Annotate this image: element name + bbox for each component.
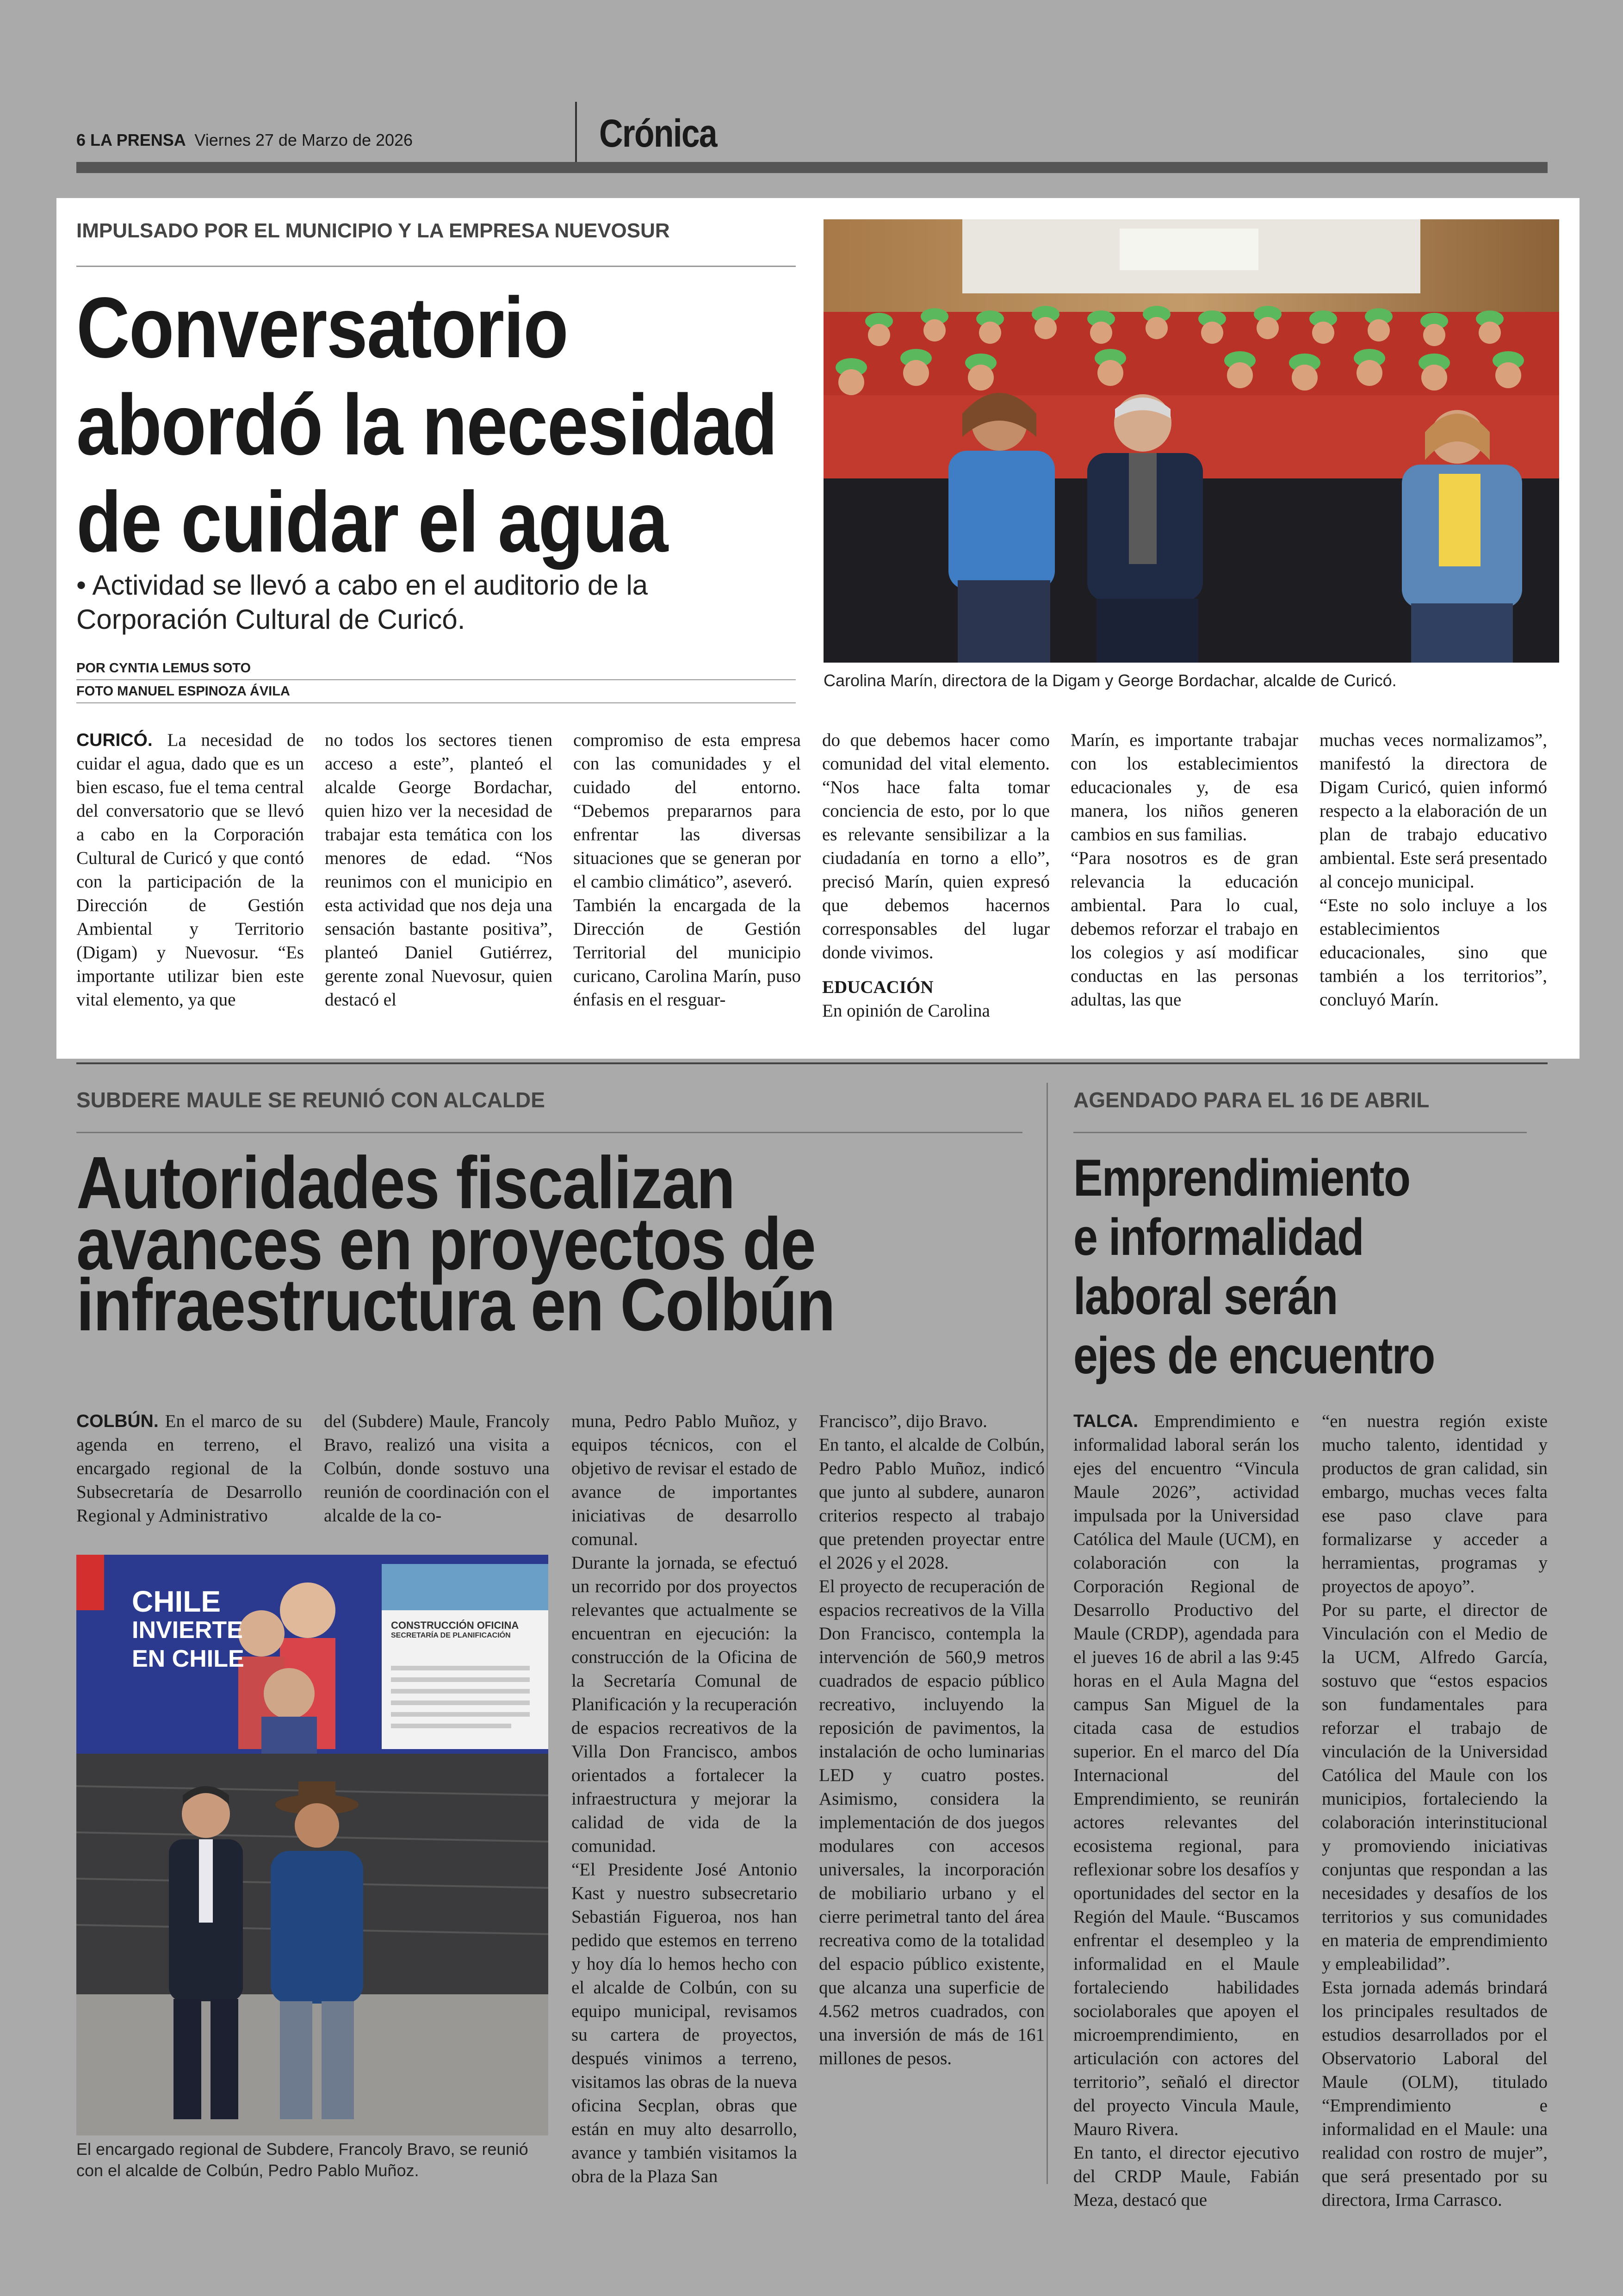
body-text: En tanto, el director ejecutivo del CRDP Maule, Fabián Meza, destacó que bbox=[1073, 2143, 1299, 2210]
body-text: do que debemos hacer como comunidad del vital elemento. “Nos hace falta tomar conciencia de esto, por lo que es relevante sensibilizar a la ciudadanía en torno a ello”, precisó Marín, quien expresó que debemos hacernos corresponsables del lugar donde vivimos. bbox=[822, 730, 1050, 962]
headline-line: ejes de encuentro bbox=[1073, 1327, 1435, 1384]
article2-col1 bbox=[76, 1409, 302, 1527]
section-rule bbox=[76, 1062, 1548, 1064]
dateline: TALCA. bbox=[1073, 1411, 1139, 1431]
article1-headline bbox=[76, 279, 863, 571]
body-text: La necesidad de cuidar el agua, dado que es un bien escaso, fue el tema central del conversatorio que se llevó a cabo en la Corporación Cultural de Curicó y que contó con la participación de la Dirección de Gestión Ambiental y Territorio (Digam) y Nuevosur. “Es importante utilizar bien este vital elemento, ya que bbox=[76, 730, 304, 1010]
body-text: Marín, es importante trabajar con los establecimientos educacionales y, de esa manera, los niños generen cambios en sus familias. bbox=[1071, 730, 1298, 844]
sign-text bbox=[391, 1620, 539, 1640]
body-text: Esta jornada además brindará los principales resultados de estudios desarrollados por el Observatorio Laboral del Maule (OLM), titulado “Emprendimiento e informalidad en el Maule: una realidad con rostro de mujer”, que será presentado por su directora, Irma Carrasco. bbox=[1322, 1978, 1548, 2210]
body-text: “en nuestra región existe mucho talento, identidad y productos de gran calidad, sin embargo, muchas veces falta ese paso clave para formalizarse y acceder a herramientas, programas y proyectos de apoyo”. bbox=[1322, 1411, 1548, 1596]
page-number: 6 bbox=[76, 130, 86, 149]
body-text: Por su parte, el director de Vinculación con el Medio de la UCM, Alfredo García, sostuvo que “estos espacios son fundamentales para reforzar el trabajo de vinculación de la Universidad Católica del Maule con los municipios, fortaleciendo la colaboración interinstitucional y promoviendo iniciativas conjuntas que respondan a las necesidades y desafíos de los territorios y sus comunidades en materia de emprendimiento y empleabilidad”. bbox=[1322, 1600, 1548, 1974]
kicker-rule bbox=[76, 1132, 1022, 1133]
banner-text bbox=[132, 1587, 244, 1673]
article1-kicker: IMPULSADO POR EL MUNICIPIO Y LA EMPRESA NUEVOSUR bbox=[76, 219, 670, 242]
body-text: También la encargada de la Dirección de Gestión Territorial del municipio curicano, Carolina Marín, puso énfasis en el resguar- bbox=[573, 895, 801, 1010]
kicker-rule bbox=[76, 266, 796, 267]
headline-line: Autoridades fiscalizan bbox=[76, 1141, 735, 1224]
body-text: Emprendimiento e informalidad laboral serán los ejes del encuentro “Vincula Maule 2026”, actividad impulsada por la Universidad Católica del Maule (UCM), en colaboración con la Corporación Regional de Desarrollo Productivo del Maule (CRDP), agendada para el jueves 16 de abril a las 9:45 horas en el Aula Magna del campus San Miguel de la citada casa de estudios superior. En el marco del Día Internacional del Emprendimiento, se reunirán actores relevantes del ecosistema regional, para reflexionar sobre los desafíos y oportunidades del sector en la Región del Maule. “Buscamos enfrentar el desempleo y la informalidad en el Maule fortaleciendo habilidades sociolaborales que apoyen el microemprendimiento, en articulación con actores del territorio”, señaló el director del proyecto Vincula Maule, Mauro Rivera. bbox=[1073, 1411, 1300, 2139]
sign-title: CONSTRUCCIÓN OFICINA bbox=[391, 1620, 519, 1631]
article1-col4 bbox=[822, 728, 1050, 1023]
bullet: • bbox=[76, 570, 87, 601]
article3-kicker: AGENDADO PARA EL 16 DE ABRIL bbox=[1073, 1088, 1430, 1112]
dateline: COLBÚN. bbox=[76, 1411, 159, 1431]
body-text: “Para nosotros es de gran relevancia la educación ambiental. Para lo cual, debemos reforzar el trabajo en los colegios y así modificar conductas en las personas adultas, las que bbox=[1071, 848, 1298, 1010]
auditorium-image bbox=[824, 219, 1559, 663]
subhead-text: Actividad se llevó a cabo en el auditorio de la Corporación Cultural de Curicó. bbox=[76, 570, 648, 635]
body-text: El proyecto de recuperación de espacios recreativos de la Villa Don Francisco, contempla la intervención de 560,9 metros cuadrados de espacio público recreativo, incluyendo la reposición de pavimentos, la instalación de ocho luminarias LED y cuatro postes. Asimismo, considera la implementación de dos juegos modulares con accesos universales, la incorporación de mobiliario urbano y el cierre perimetral tanto del área recreativa como de la totalidad del espacio público existente, que alcanza una superficie de 4.562 metros cuadrados, con una inversión de más de 161 millones de pesos. bbox=[819, 1576, 1045, 2068]
article2-col3 bbox=[571, 1409, 797, 2188]
body-text: del (Subdere) Maule, Francoly Bravo, realizó una visita a Colbún, donde sostuvo una reunión de coordinación con el alcalde de la co- bbox=[324, 1411, 550, 1526]
header-divider bbox=[575, 102, 577, 164]
column-divider bbox=[1047, 1083, 1048, 2184]
article1-col3 bbox=[573, 728, 801, 1011]
headline-line: de cuidar el agua bbox=[76, 474, 668, 570]
body-text: Durante la jornada, se efectuó un recorrido por dos proyectos relevantes que actualmente se encuentran en ejecución: la construcción de la Oficina de la Secretaría Comunal de Planificación y la recuperación de espacios recreativos de la Villa Don Francisco, ambos orientados a fortalecer la infraestructura y mejorar la calidad de vida de la comunidad. bbox=[571, 1553, 797, 1856]
headline-line: avances en proyectos de bbox=[76, 1202, 816, 1285]
issue-date: Viernes 27 de Marzo de 2026 bbox=[194, 130, 413, 149]
byline-author: POR CYNTIA LEMUS SOTO bbox=[76, 661, 251, 676]
article1-col2 bbox=[325, 728, 552, 1011]
photo-caption: Carolina Marín, directora de la Digam y George Bordachar, alcalde de Curicó. bbox=[824, 671, 1397, 690]
kicker-rule bbox=[1073, 1132, 1527, 1133]
byline-rule bbox=[76, 679, 796, 680]
article3-col1 bbox=[1073, 1409, 1299, 2212]
byline-rule bbox=[76, 702, 796, 703]
headline-line: e informalidad bbox=[1073, 1208, 1363, 1266]
banner-line: EN CHILE bbox=[132, 1645, 244, 1672]
banner-line: CHILE bbox=[132, 1585, 221, 1618]
article2-headline bbox=[76, 1141, 1048, 1346]
article1-col5 bbox=[1071, 728, 1298, 1011]
article2-col2 bbox=[324, 1409, 550, 1527]
article-water-panel bbox=[56, 198, 1580, 1059]
body-text: “El Presidente José Antonio Kast y nuestro subsecretario Sebastián Figueroa, nos han pedido que estemos en terreno y hoy día lo hemos hecho con el alcalde de Colbún, con su equipo municipal, revisamos su cartera de proyectos, después vinimos a terreno, visitamos las obras de la nueva oficina Secplan, obras que están en muy alto desarrollo, avance y también visitamos la obra de la Plaza San bbox=[571, 1860, 797, 2186]
photo-auditorium bbox=[824, 219, 1559, 663]
article2-col4 bbox=[819, 1409, 1045, 2070]
page-folio bbox=[76, 130, 413, 150]
subsection-heading: EDUCACIÓN bbox=[822, 977, 934, 997]
headline-line: Conversatorio bbox=[76, 280, 568, 376]
body-text: “Este no solo incluye a los establecimientos educacionales, sino que también a los territorios”, concluyó Marín. bbox=[1319, 895, 1547, 1010]
header-bar bbox=[76, 162, 1548, 173]
headline-line: abordó la necesidad bbox=[76, 377, 777, 473]
body-text: En tanto, el alcalde de Colbún, Pedro Pablo Muñoz, indicó que junto al subdere, aunaron criterios respecto al trabajo que pretenden proyectar entre el 2026 y el 2028. bbox=[819, 1435, 1045, 1573]
article1-col6 bbox=[1319, 728, 1547, 1011]
article1-col1 bbox=[76, 728, 304, 1011]
headline-line: Emprendimiento bbox=[1073, 1149, 1410, 1207]
sign-subtitle: SECRETARÍA DE PLANIFICACIÓN bbox=[391, 1632, 511, 1639]
headline-line: laboral serán bbox=[1073, 1267, 1338, 1325]
photo-officials bbox=[76, 1555, 548, 2135]
dateline: CURICÓ. bbox=[76, 730, 153, 750]
article3-col2 bbox=[1322, 1409, 1548, 2212]
article1-subhead bbox=[76, 568, 770, 637]
article3-headline bbox=[1073, 1148, 1582, 1385]
body-text: muna, Pedro Pablo Muñoz, y equipos técnicos, con el objetivo de revisar el estado de avance de importantes iniciativas de desarrollo comunal. bbox=[571, 1411, 797, 1549]
body-text: En el marco de su agenda en terreno, el encargado regional de la Subsecretaría de Desarrollo Regional y Administrativo bbox=[76, 1411, 303, 1526]
byline-photo: FOTO MANUEL ESPINOZA ÁVILA bbox=[76, 684, 290, 699]
banner-line: INVIERTE bbox=[132, 1617, 243, 1644]
photo-caption: El encargado regional de Subdere, Francoly Bravo, se reunió con el alcalde de Colbún, Pedro Pablo Muñoz. bbox=[76, 2140, 528, 2180]
headline-line: infraestructura en Colbún bbox=[76, 1263, 835, 1346]
body-text: En opinión de Carolina bbox=[822, 1001, 990, 1021]
paper-name: LA PRENSA bbox=[90, 130, 186, 149]
body-text: compromiso de esta empresa con las comunidades y el cuidado del entorno. “Debemos prepararnos para enfrentar las diversas situaciones que se generan por el cambio climático”, aseveró. bbox=[573, 730, 801, 892]
body-text: Francisco”, dijo Bravo. bbox=[819, 1411, 987, 1431]
body-text: no todos los sectores tienen acceso a este”, planteó el alcalde George Bordachar, quien hizo ver la necesidad de trabajar esta temática con los menores de edad. “Nos reunimos con el municipio en esta actividad que nos deja una sensación bastante positiva”, planteó Daniel Gutiérrez, gerente zonal Nuevosur, quien destacó el bbox=[325, 730, 552, 1010]
page-header bbox=[76, 97, 1548, 176]
body-text: muchas veces normalizamos”, manifestó la directora de Digam Curicó, quien informó respecto a la elaboración de un plan de trabajo educativo ambiental. Este será presentado al concejo municipal. bbox=[1319, 730, 1547, 892]
article2-kicker: SUBDERE MAULE SE REUNIÓ CON ALCALDE bbox=[76, 1088, 545, 1112]
section-title: Crónica bbox=[599, 112, 717, 155]
